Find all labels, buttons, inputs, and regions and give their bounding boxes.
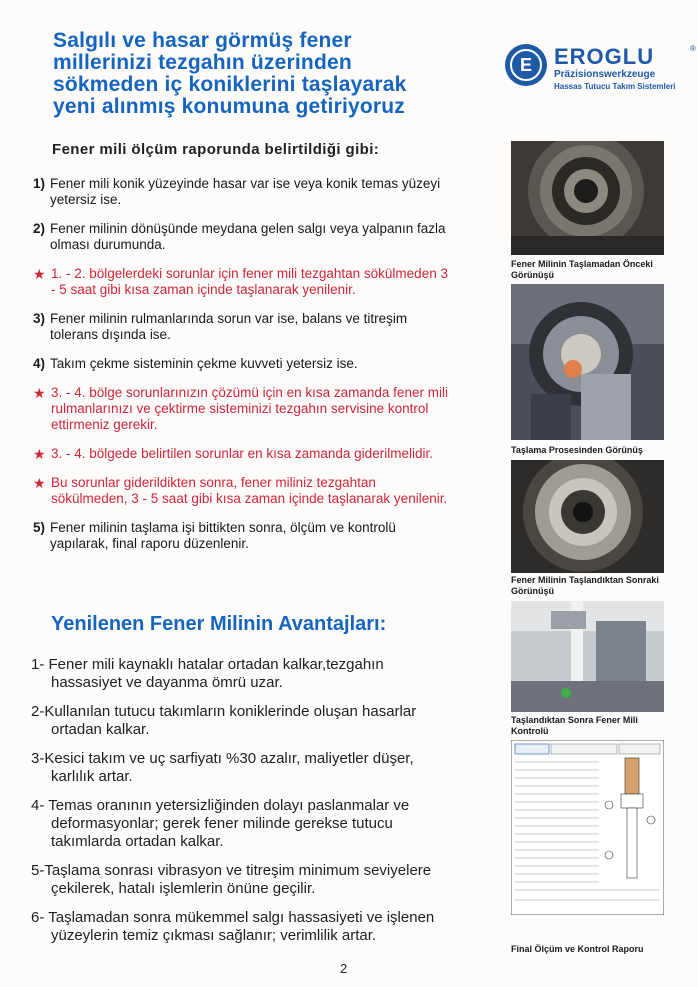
warning-item: ★ Bu sorunlar giderildikten sonra, fener miliniz tezgahtan sökülmeden, 3 - 5 saat gibi kısa zaman içinde taşlanarak yenilenir.	[33, 475, 448, 506]
condition-list	[33, 176, 453, 565]
eroglu-logo	[505, 44, 696, 96]
photo-spindle-check	[511, 601, 664, 712]
photo-after-grinding	[511, 460, 664, 573]
advantages-list	[31, 656, 451, 956]
advantages-title: Yenilenen Fener Milinin Avantajları:	[51, 613, 387, 635]
logo-brand: EROGLU	[554, 44, 655, 69]
list-item: 2) Fener milinin dönüşünde meydana gelen salgı veya yalpanın fazla olması durumunda.	[33, 221, 446, 252]
star-icon: ★	[33, 266, 46, 282]
advantage-item: 5-Taşlama sonrası vibrasyon ve titreşim minimum seviyelere çekilerek, hatalı işlemlerin önüne geçilir.	[31, 862, 432, 897]
advantage-item: 1- Fener mili kaynaklı hatalar ortadan kalkar,tezgahın hassasiyet ve dayanma ömrü uzar.	[31, 656, 384, 691]
warning-item: ★ 3. - 4. bölgede belirtilen sorunlar en kısa zamanda giderilmelidir.	[33, 446, 433, 462]
list-item: 4) Takım çekme sisteminin çekme kuvveti yetersiz ise.	[33, 356, 358, 371]
logo-subtitle-de: Präzisionswerkzeuge	[554, 69, 656, 80]
intro-heading: Fener mili ölçüm raporunda belirtildiği gibi:	[52, 141, 380, 158]
star-icon: ★	[33, 475, 46, 491]
advantage-item: 2-Kullanılan tutucu takımların koniklerinde oluşan hasarlar ortadan kalkar.	[31, 703, 417, 738]
advantage-item: 6- Taşlamadan sonra mükemmel salgı hassasiyeti ve işlenen yüzeylerin temiz çıkması sağlanır; verimlilik artar.	[31, 909, 435, 944]
photo-caption: Fener Milinin Taşlandıktan Sonraki Görünüşü	[511, 575, 659, 596]
warning-item: ★ 1. - 2. bölgelerdeki sorunlar için fener mili tezgahtan sökülmeden 3 - 5 saat gibi kısa zaman içinde taşlanarak yenilenir.	[33, 266, 448, 297]
photo-caption: Taşlama Prosesinden Görünüş	[511, 445, 643, 455]
photo-caption: Fener Milinin Taşlamadan Önceki Görünüşü	[511, 259, 653, 280]
photo-before-grinding	[511, 141, 664, 255]
advantage-item: 4- Temas oranının yetersizliğinden dolayı paslanmalar ve deformasyonlar; gerek fener milinde gerekse tutucu takımlarda ortadan kalkar.	[31, 797, 410, 850]
page-number: 2	[340, 961, 348, 976]
list-item: 3) Fener milinin rulmanlarında sorun var ise, balans ve titreşim tolerans dışında ise.	[33, 311, 408, 342]
photo-grinding-process	[511, 284, 664, 440]
star-icon: ★	[33, 385, 46, 401]
logo-subtitle-tr: Hassas Tutucu Takım Sistemleri	[554, 82, 676, 91]
list-item: 1) Fener mili konik yüzeyinde hasar var ise veya konik temas yüzeyi yetersiz ise.	[33, 176, 441, 207]
photo-caption: Final Ölçüm ve Kontrol Raporu	[511, 944, 644, 954]
list-item: 5) Fener milinin taşlama işi bittikten sonra, ölçüm ve kontrolü yapılarak, final raporu düzenlenir.	[33, 520, 396, 551]
photo-caption: Taşlandıktan Sonra Fener Mili Kontrolü	[511, 715, 638, 736]
logo-registered: ®	[690, 44, 696, 53]
headline: Salgılı ve hasar görmüş fener millerinizi tezgahın üzerinden sökmeden iç koniklerini taşlayarak yeni alınmış konumuna getiriyoruz	[53, 29, 407, 118]
photo-final-report	[511, 740, 664, 915]
star-icon: ★	[33, 446, 46, 462]
eroglu-e-logo-icon: E	[505, 44, 547, 86]
advantage-item: 3-Kesici takım ve uç sarfiyatı %30 azalır, maliyetler düşer, karlılık artar.	[31, 750, 414, 785]
warning-item: ★ 3. - 4. bölge sorunlarınızın çözümü için en kısa zamanda fener mili rulmanlarınızı ve çektirme sisteminizi tezgahın servisine kontrol ettirmeniz gerekir.	[33, 385, 448, 432]
